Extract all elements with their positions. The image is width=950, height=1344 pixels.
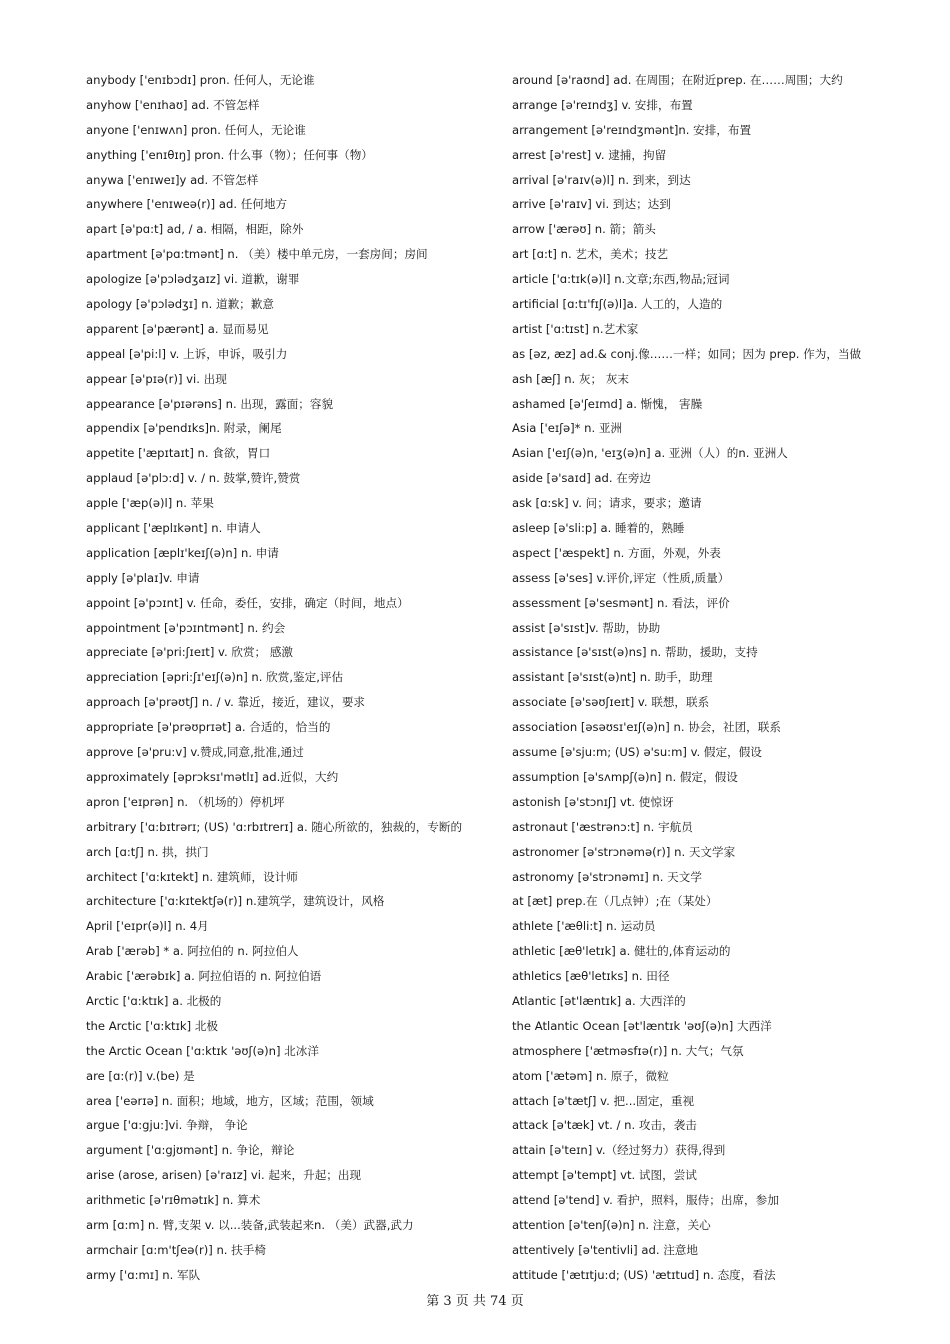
vocab-entry: attain [ə'teɪn] v.（经过努力）获得,得到	[512, 1143, 726, 1158]
vocab-entry: April ['eɪpr(ə)l] n. 4月	[86, 919, 209, 934]
vocab-entry: attentively [ə'tentivli] ad. 注意地	[512, 1242, 698, 1257]
vocab-entry: artist ['ɑ:tɪst] n.艺术家	[512, 321, 639, 336]
vocab-entry: Arabic ['ærəbɪk] a. 阿拉伯语的 n. 阿拉伯语	[86, 969, 322, 984]
vocab-entry: athlete ['æθli:t] n. 运动员	[512, 919, 656, 934]
vocab-entry: applaud [ə'plɔ:d] v. / n. 鼓掌,赞许,赞赏	[86, 471, 301, 486]
vocab-entry: ash [æʃ] n. 灰； 灰末	[512, 371, 629, 386]
vocab-entry: aside [ə'saɪd] ad. 在旁边	[512, 471, 652, 486]
vocab-entry: anywa ['enɪweɪ]y ad. 不管怎样	[86, 172, 259, 187]
vocab-entry: appeal [ə'pi:l] v. 上诉，申诉，吸引力	[86, 346, 288, 361]
vocab-entry: anywhere ['enɪweə(r)] ad. 任何地方	[86, 197, 288, 212]
vocab-entry: approve [ə'pru:v] v.赞成,同意,批准,通过	[86, 745, 304, 760]
vocab-entry: arrangement [ə'reɪndʒmənt]n. 安排，布置	[512, 122, 752, 137]
vocab-entry: association [əsəʊsɪ'eɪʃ(ə)n] n. 协会，社团，联系	[512, 720, 781, 735]
vocab-entry: apologize [ə'pɔlədʒaɪz] vi. 道歉，谢罪	[86, 272, 300, 287]
vocab-entry: atmosphere ['ætməsfɪə(r)] n. 大气；气氛	[512, 1043, 744, 1058]
vocab-entry: assess [ə'ses] v.评价,评定（性质,质量）	[512, 570, 730, 585]
vocab-entry: appetite ['æpɪtaɪt] n. 食欲，胃口	[86, 446, 271, 461]
right-column	[512, 68, 932, 1288]
vocab-entry: apology [ə'pɔlədʒɪ] n. 道歉；歉意	[86, 297, 274, 312]
vocab-entry: attach [ə'tætʃ] v. 把...固定，重视	[512, 1093, 695, 1108]
vocab-entry: Asia ['eɪʃə]* n. 亚洲	[512, 421, 623, 436]
vocab-entry: artificial [ɑ:tɪ'fɪʃ(ə)l]a. 人工的，人造的	[512, 297, 723, 312]
vocab-entry: astronaut ['æstrənɔ:t] n. 宇航员	[512, 819, 693, 834]
vocab-entry: ask [ɑ:sk] v. 问；请求，要求；邀请	[512, 496, 702, 511]
vocab-entry: as [əz, æz] ad.& conj.像……一样；如同；因为 prep. 作为，当做	[512, 346, 862, 361]
vocab-entry: apparent [ə'pærənt] a. 显而易见	[86, 321, 269, 336]
vocab-entry: the Atlantic Ocean [ət'læntɪk 'əʊʃ(ə)n] 大西洋	[512, 1018, 772, 1033]
left-column	[86, 68, 496, 1288]
vocab-entry: arrest [ə'rest] v. 逮捕，拘留	[512, 147, 667, 162]
vocab-entry: astonish [ə'stɔnɪʃ] vt. 使惊讶	[512, 794, 674, 809]
vocab-entry: approach [ə'prəʊtʃ] n. / v. 靠近，接近，建议，要求	[86, 695, 366, 710]
vocab-entry: apply [ə'plaɪ]v. 申请	[86, 570, 200, 585]
vocab-entry: Arab ['ærəb] * a. 阿拉伯的 n. 阿拉伯人	[86, 944, 299, 959]
vocab-entry: attitude ['ætɪtju:d; (US) 'ætɪtud] n. 态度，看法	[512, 1267, 776, 1282]
vocab-entry: aspect ['æspekt] n. 方面，外观，外表	[512, 545, 721, 560]
vocab-entry: apart [ə'pɑ:t] ad, / a. 相隔，相距，除外	[86, 222, 304, 237]
vocab-entry: area ['eərɪə] n. 面积；地域，地方，区域；范围，领域	[86, 1093, 374, 1108]
vocab-entry: at [æt] prep.在（几点钟）;在（某处）	[512, 894, 718, 909]
vocab-entry: arbitrary ['ɑ:bɪtrərɪ; (US) 'ɑ:rbɪtrerɪ] a. 随心所欲的，独裁的，专断的	[86, 819, 463, 834]
vocab-entry: appearance [ə'pɪərəns] n. 出现，露面；容貌	[86, 396, 334, 411]
vocab-entry: assessment [ə'sesmənt] n. 看法，评价	[512, 595, 730, 610]
vocab-entry: Asian ['eɪʃ(ə)n, 'eɪʒ(ə)n] a. 亚洲（人）的n. 亚洲人	[512, 446, 788, 461]
page-footer: 第 3 页 共 74 页	[426, 1294, 524, 1309]
vocab-entry: astronomy [ə'strɔnəmɪ] n. 天文学	[512, 869, 702, 884]
vocab-entry: attention [ə'tenʃ(ə)n] n. 注意，关心	[512, 1217, 711, 1232]
vocab-entry: assistance [ə'sɪst(ə)ns] n. 帮助，援助，支持	[512, 645, 758, 660]
vocab-entry: architecture ['ɑ:kɪtektʃə(r)] n.建筑学，建筑设计，风格	[86, 894, 385, 909]
vocab-entry: apartment [ə'pɑ:tmənt] n. （美）楼中单元房，一套房间；房间	[86, 247, 428, 262]
vocab-entry: attend [ə'tend] v. 看护，照料，服侍；出席，参加	[512, 1193, 779, 1208]
vocab-entry: article ['ɑ:tɪk(ə)l] n.文章;东西,物品;冠词	[512, 272, 730, 287]
vocab-entry: anyone ['enɪwʌn] pron. 任何人，无论谁	[86, 122, 306, 137]
vocab-entry: application [æplɪ'keɪʃ(ə)n] n. 申请	[86, 545, 279, 560]
vocab-entry: apron ['eɪprən] n. （机场的）停机坪	[86, 794, 285, 809]
vocab-entry: armchair [ɑ:m'tʃeə(r)] n. 扶手椅	[86, 1242, 266, 1257]
vocab-entry: ashamed [ə'ʃeɪmd] a. 惭愧， 害臊	[512, 396, 703, 411]
vocab-entry: around [ə'raʊnd] ad. 在周围；在附近prep. 在……周围；大约	[512, 73, 843, 87]
vocab-entry: the Arctic ['ɑ:ktɪk] 北极	[86, 1018, 219, 1033]
vocab-entry: assumption [ə'sʌmpʃ(ə)n] n. 假定，假设	[512, 769, 738, 784]
vocab-entry: anyhow ['enɪhaʊ] ad. 不管怎样	[86, 97, 260, 112]
vocab-entry: arrange [ə'reɪndʒ] v. 安排，布置	[512, 97, 693, 112]
vocab-entry: anybody ['enɪbɔdɪ] pron. 任何人，无论谁	[86, 73, 315, 87]
vocab-entry: the Arctic Ocean ['ɑ:ktɪk 'əʊʃ(ə)n] 北冰洋	[86, 1043, 319, 1058]
vocab-entry: arithmetic [ə'rɪθmətɪk] n. 算术	[86, 1193, 261, 1208]
vocab-entry: astronomer [ə'strɔnəmə(r)] n. 天文学家	[512, 844, 736, 859]
vocab-entry: appreciate [ə'pri:ʃɪeɪt] v. 欣赏； 感激	[86, 645, 294, 660]
vocab-entry: anything ['enɪθɪŋ] pron. 什么事（物）；任何事（物）	[86, 147, 373, 162]
vocab-entry: atom ['ætəm] n. 原子，微粒	[512, 1068, 669, 1083]
vocab-entry: army ['ɑ:mɪ] n. 军队	[86, 1267, 201, 1282]
vocab-entry: assist [ə'sɪst]v. 帮助，协助	[512, 620, 661, 635]
vocab-entry: arrow ['ærəʊ] n. 箭；箭头	[512, 222, 656, 237]
vocab-entry: arrive [ə'raɪv] vi. 到达；达到	[512, 197, 671, 212]
vocab-entry: arch [ɑ:tʃ] n. 拱，拱门	[86, 844, 209, 859]
vocab-entry: asleep [ə'sli:p] a. 睡着的，熟睡	[512, 521, 685, 536]
vocab-entry: approximately [əprɔksɪ'mətlɪ] ad.近似，大约	[86, 769, 339, 784]
vocab-entry: arrival [ə'raɪv(ə)l] n. 到来，到达	[512, 172, 691, 187]
vocab-entry: attempt [ə'tempt] vt. 试图，尝试	[512, 1168, 697, 1183]
vocab-entry: arise (arose, arisen) [ə'raɪz] vi. 起来，升起；出现	[86, 1168, 362, 1183]
vocab-entry: architect ['ɑ:kɪtekt] n. 建筑师，设计师	[86, 869, 298, 884]
vocab-entry: athletic [æθ'letɪk] a. 健壮的,体育运动的	[512, 944, 731, 959]
vocab-entry: assistant [ə'sɪst(ə)nt] n. 助手，助理	[512, 670, 713, 685]
vocab-entry: athletics [æθ'letɪks] n. 田径	[512, 969, 670, 984]
vocab-entry: Arctic ['ɑ:ktɪk] a. 北极的	[86, 993, 222, 1008]
vocab-entry: are [ɑ:(r)] v.(be) 是	[86, 1068, 195, 1083]
vocab-entry: apple ['æp(ə)l] n. 苹果	[86, 496, 214, 511]
vocab-entry: appear [ə'pɪə(r)] vi. 出现	[86, 371, 227, 386]
vocab-entry: art [ɑ:t] n. 艺术，美术；技艺	[512, 247, 669, 262]
vocab-entry: appreciation [əpri:ʃɪ'eɪʃ(ə)n] n. 欣赏,鉴定,评估	[86, 670, 344, 685]
vocab-entry: appendix [ə'pendɪks]n. 附录，阑尾	[86, 421, 282, 436]
vocab-entry: assume [ə'sju:m; (US) ə'su:m] v. 假定，假设	[512, 745, 762, 760]
vocab-entry: associate [ə'səʊʃɪeɪt] v. 联想，联系	[512, 695, 710, 710]
vocab-entry: argue ['ɑ:gju:]vi. 争辩， 争论	[86, 1118, 248, 1133]
vocab-entry: appoint [ə'pɔɪnt] v. 任命，委任，安排，确定（时间，地点）	[86, 595, 409, 610]
vocab-entry: arm [ɑ:m] n. 臂,支架 v. 以...装备,武装起来n. （美）武器,武力	[86, 1217, 414, 1232]
vocab-entry: appointment [ə'pɔɪntmənt] n. 约会	[86, 620, 286, 635]
vocab-entry: argument ['ɑ:gjʊmənt] n. 争论，辩论	[86, 1143, 295, 1158]
vocab-entry: applicant ['æplɪkənt] n. 申请人	[86, 521, 261, 536]
vocab-entry: Atlantic [ət'læntɪk] a. 大西洋的	[512, 993, 686, 1008]
vocab-entry: appropriate [ə'prəʊprɪət] a. 合适的，恰当的	[86, 720, 331, 735]
vocab-entry: attack [ə'tæk] vt. / n. 攻击，袭击	[512, 1118, 697, 1133]
